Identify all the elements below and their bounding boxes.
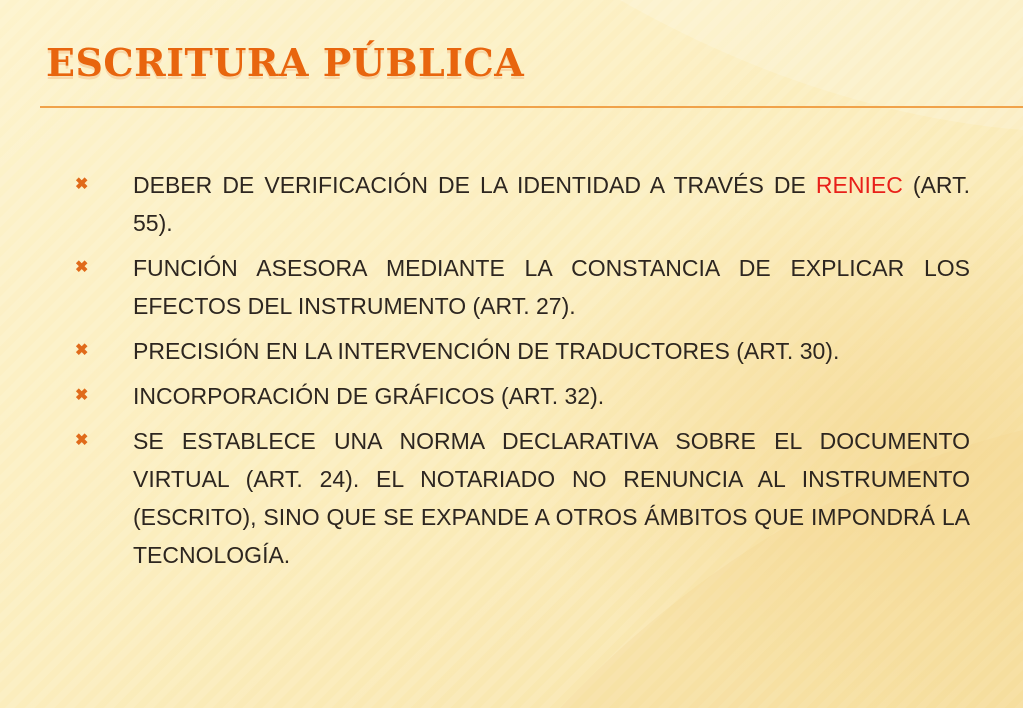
x-mark-icon: ✖ [75, 342, 89, 359]
list-item [72, 422, 970, 574]
list-item [72, 377, 970, 415]
bullet-text: FUNCIÓN ASESORA MEDIANTE LA CONSTANCIA DE EXPLICAR LOS EFECTOS DEL INSTRUMENTO (ART. 27). [133, 255, 970, 319]
x-mark-icon: ✖ [75, 432, 89, 449]
x-mark-icon: ✖ [75, 387, 89, 404]
list-item [72, 166, 970, 242]
reniec-highlight: RENIEC [815, 172, 903, 198]
x-mark-icon: ✖ [75, 259, 89, 276]
bullet-text: INCORPORACIÓN DE GRÁFICOS (ART. 32). [133, 383, 605, 409]
slide-title: ESCRITURA PÚBLICA [46, 40, 525, 85]
bullet-text: DEBER DE VERIFICACIÓN DE LA IDENTIDAD A TRAVÉS DE [133, 172, 816, 198]
list-item [72, 249, 970, 325]
bullet-text: PRECISIÓN EN LA INTERVENCIÓN DE TRADUCTORES (ART. 30). [133, 338, 840, 364]
bullet-text: SE ESTABLECE UNA NORMA DECLARATIVA SOBRE EL DOCUMENTO VIRTUAL (ART. 24). EL NOTARIADO NO RENUNCIA AL INSTRUMENTO (ESCRITO), SINO QUE SE EXPANDE A OTROS ÁMBITOS QUE IMPONDRÁ LA TECNOLOGÍA. [133, 428, 970, 568]
list-item [72, 332, 970, 370]
x-mark-icon: ✖ [75, 176, 89, 193]
bullet-text: (ART. 55). [133, 172, 970, 236]
title-divider [40, 106, 1023, 108]
bullet-list [72, 166, 970, 581]
